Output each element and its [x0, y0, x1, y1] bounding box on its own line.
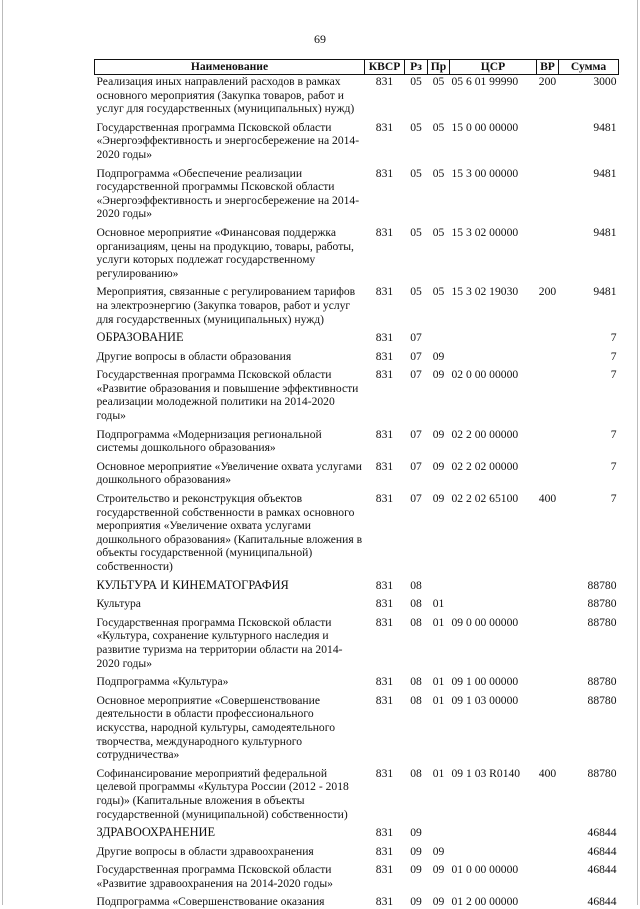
table-row: [95, 162, 619, 221]
cell-kvsr: 831: [365, 221, 405, 280]
cell-sum: 88780: [559, 611, 619, 670]
cell-sum: 7: [559, 455, 619, 487]
cell-vr: [537, 363, 559, 422]
cell-sum: 46844: [559, 890, 619, 909]
table-row: [95, 116, 619, 162]
cell-kvsr: 831: [365, 762, 405, 821]
cell-vr: [537, 858, 559, 890]
cell-name: Другие вопросы в области здравоохранения: [95, 840, 365, 859]
column-header-sum: Сумма: [559, 60, 619, 75]
cell-sum: 3000: [559, 75, 619, 116]
cell-rz: 08: [405, 689, 428, 762]
cell-pr: 09: [428, 455, 450, 487]
cell-csr: 02 0 00 00000: [450, 363, 537, 422]
cell-csr: [450, 574, 537, 593]
cell-csr: 01 2 00 00000: [450, 890, 537, 909]
cell-name: Культура: [95, 592, 365, 611]
table-row: [95, 689, 619, 762]
table-row: [95, 670, 619, 689]
cell-name: Государственная программа Псковской области «Культура, сохранение культурного наследия и развитие туризма на территории области на 2014-2020 годы»: [95, 611, 365, 670]
cell-name: Государственная программа Псковской области «Энергоэффективность и энергосбережение на 2014-2020 годы»: [95, 116, 365, 162]
cell-csr: 15 3 00 00000: [450, 162, 537, 221]
table-section-row: [95, 821, 619, 840]
cell-vr: 200: [537, 280, 559, 326]
cell-rz: 09: [405, 821, 428, 840]
table-row: [95, 455, 619, 487]
cell-vr: 200: [537, 75, 559, 116]
scan-edge-right: [637, 0, 638, 905]
cell-rz: 08: [405, 592, 428, 611]
cell-vr: [537, 840, 559, 859]
cell-vr: [537, 221, 559, 280]
cell-pr: 09: [428, 423, 450, 455]
cell-pr: 09: [428, 890, 450, 909]
cell-rz: 07: [405, 487, 428, 574]
cell-pr: 01: [428, 611, 450, 670]
cell-sum: 88780: [559, 762, 619, 821]
cell-vr: [537, 326, 559, 345]
cell-vr: [537, 670, 559, 689]
cell-kvsr: 831: [365, 574, 405, 593]
cell-vr: 400: [537, 487, 559, 574]
cell-pr: 09: [428, 840, 450, 859]
cell-name: Государственная программа Псковской области «Развитие образования и повышение эффективности реализации молодежной политики на 2014-2020 годы»: [95, 363, 365, 422]
cell-vr: [537, 116, 559, 162]
cell-rz: 07: [405, 345, 428, 364]
cell-name: Государственная программа Псковской области «Развитие здравоохранения на 2014-2020 годы»: [95, 858, 365, 890]
cell-csr: 02 2 02 65100: [450, 487, 537, 574]
cell-csr: [450, 821, 537, 840]
cell-pr: 01: [428, 670, 450, 689]
cell-pr: 05: [428, 75, 450, 116]
page-number: 69: [0, 32, 640, 47]
cell-rz: 09: [405, 858, 428, 890]
table-row: [95, 423, 619, 455]
cell-vr: [537, 162, 559, 221]
cell-vr: [537, 455, 559, 487]
cell-rz: 09: [405, 840, 428, 859]
cell-vr: [537, 574, 559, 593]
cell-rz: 08: [405, 670, 428, 689]
cell-pr: 09: [428, 345, 450, 364]
cell-sum: 7: [559, 487, 619, 574]
cell-sum: 9481: [559, 162, 619, 221]
cell-kvsr: 831: [365, 75, 405, 116]
cell-pr: 09: [428, 363, 450, 422]
cell-kvsr: 831: [365, 423, 405, 455]
cell-name: ЗДРАВООХРАНЕНИЕ: [95, 821, 365, 840]
table-row: [95, 611, 619, 670]
cell-pr: [428, 574, 450, 593]
cell-csr: 09 0 00 00000: [450, 611, 537, 670]
column-header-kvsr: КВСР: [365, 60, 405, 75]
cell-csr: 09 1 00 00000: [450, 670, 537, 689]
cell-vr: [537, 592, 559, 611]
cell-vr: [537, 611, 559, 670]
cell-kvsr: 831: [365, 689, 405, 762]
table-header-row: [95, 60, 619, 75]
cell-rz: 08: [405, 574, 428, 593]
cell-rz: 05: [405, 221, 428, 280]
cell-csr: 02 2 00 00000: [450, 423, 537, 455]
cell-sum: 88780: [559, 574, 619, 593]
cell-csr: 15 3 02 19030: [450, 280, 537, 326]
table-row: [95, 363, 619, 422]
cell-kvsr: 831: [365, 162, 405, 221]
cell-name: Мероприятия, связанные с регулированием тарифов на электроэнергию (Закупка товаров, работ и услуг для государственных (муниципальных) нужд): [95, 280, 365, 326]
cell-sum: 9481: [559, 280, 619, 326]
cell-sum: 88780: [559, 689, 619, 762]
cell-kvsr: 831: [365, 280, 405, 326]
cell-name: Основное мероприятие «Совершенствование деятельности в области профессионального искусства, народной культуры, самодеятельного творчества, международного культурного сотрудничества»: [95, 689, 365, 762]
cell-kvsr: 831: [365, 670, 405, 689]
table-row: [95, 280, 619, 326]
table-row: [95, 345, 619, 364]
scan-edge-left: [2, 0, 3, 905]
cell-name: Строительство и реконструкция объектов государственной собственности в рамках основного мероприятия «Увеличение охвата услугами дошкольного образования» (Капитальные вложения в объекты государственной (муниципальной) собственности): [95, 487, 365, 574]
cell-name: ОБРАЗОВАНИЕ: [95, 326, 365, 345]
cell-csr: [450, 592, 537, 611]
cell-csr: [450, 840, 537, 859]
table-row: [95, 221, 619, 280]
cell-vr: [537, 890, 559, 909]
cell-csr: 15 0 00 00000: [450, 116, 537, 162]
cell-vr: [537, 689, 559, 762]
cell-name: Другие вопросы в области образования: [95, 345, 365, 364]
cell-rz: 07: [405, 423, 428, 455]
cell-rz: 07: [405, 326, 428, 345]
cell-pr: 09: [428, 858, 450, 890]
cell-kvsr: 831: [365, 487, 405, 574]
cell-csr: 09 1 03 00000: [450, 689, 537, 762]
cell-sum: 7: [559, 363, 619, 422]
cell-name: Основное мероприятие «Увеличение охвата услугами дошкольного образования»: [95, 455, 365, 487]
cell-sum: 7: [559, 423, 619, 455]
cell-pr: 01: [428, 762, 450, 821]
column-header-csr: ЦСР: [450, 60, 537, 75]
cell-name: Софинансирование мероприятий федеральной целевой программы «Культура России (2012 - 2018 годы)» (Капитальные вложения в объекты государственной (муниципальной) собственности): [95, 762, 365, 821]
cell-name: Подпрограмма «Совершенствование оказания: [95, 890, 365, 909]
cell-sum: 46844: [559, 858, 619, 890]
cell-kvsr: 831: [365, 326, 405, 345]
cell-sum: 46844: [559, 821, 619, 840]
cell-csr: 05 6 01 99990: [450, 75, 537, 116]
cell-rz: 08: [405, 762, 428, 821]
cell-kvsr: 831: [365, 455, 405, 487]
cell-vr: [537, 345, 559, 364]
cell-kvsr: 831: [365, 858, 405, 890]
cell-rz: 09: [405, 890, 428, 909]
cell-vr: [537, 423, 559, 455]
cell-kvsr: 831: [365, 840, 405, 859]
cell-sum: 88780: [559, 592, 619, 611]
cell-sum: 7: [559, 326, 619, 345]
table-row: [95, 840, 619, 859]
table-row: [95, 75, 619, 116]
cell-csr: 02 2 02 00000: [450, 455, 537, 487]
cell-pr: 05: [428, 280, 450, 326]
cell-pr: 09: [428, 487, 450, 574]
cell-rz: 05: [405, 75, 428, 116]
table-section-row: [95, 574, 619, 593]
cell-sum: 9481: [559, 116, 619, 162]
cell-sum: 9481: [559, 221, 619, 280]
cell-kvsr: 831: [365, 345, 405, 364]
cell-kvsr: 831: [365, 890, 405, 909]
table-row: [95, 890, 619, 909]
table-section-row: [95, 326, 619, 345]
cell-vr: [537, 821, 559, 840]
cell-csr: [450, 326, 537, 345]
cell-pr: [428, 821, 450, 840]
cell-rz: 08: [405, 611, 428, 670]
budget-table: [94, 59, 619, 909]
cell-rz: 05: [405, 116, 428, 162]
table-row: [95, 762, 619, 821]
cell-name: Реализация иных направлений расходов в рамках основного мероприятия (Закупка товаров, работ и услуг для государственных (муниципальных) нужд): [95, 75, 365, 116]
cell-pr: 01: [428, 592, 450, 611]
cell-pr: 01: [428, 689, 450, 762]
cell-pr: 05: [428, 116, 450, 162]
cell-pr: 05: [428, 162, 450, 221]
cell-sum: 46844: [559, 840, 619, 859]
cell-csr: 15 3 02 00000: [450, 221, 537, 280]
cell-rz: 07: [405, 363, 428, 422]
cell-name: Основное мероприятие «Финансовая поддержка организациям, цены на продукцию, товары, работы, услуги которых подлежат государственному регулированию»: [95, 221, 365, 280]
cell-pr: 05: [428, 221, 450, 280]
column-header-rz: Рз: [405, 60, 428, 75]
cell-vr: 400: [537, 762, 559, 821]
cell-name: Подпрограмма «Культура»: [95, 670, 365, 689]
table-row: [95, 487, 619, 574]
cell-pr: [428, 326, 450, 345]
cell-sum: 88780: [559, 670, 619, 689]
column-header-vr: ВР: [537, 60, 559, 75]
cell-name: Подпрограмма «Модернизация региональной системы дошкольного образования»: [95, 423, 365, 455]
cell-name: Подпрограмма «Обеспечение реализации государственной программы Псковской области «Энергоэффективность и энергосбережение на 2014-2020 годы»: [95, 162, 365, 221]
cell-kvsr: 831: [365, 611, 405, 670]
cell-csr: 09 1 03 R0140: [450, 762, 537, 821]
cell-kvsr: 831: [365, 821, 405, 840]
cell-rz: 05: [405, 162, 428, 221]
cell-sum: 7: [559, 345, 619, 364]
table-body: [95, 75, 619, 909]
cell-kvsr: 831: [365, 592, 405, 611]
table-row: [95, 592, 619, 611]
cell-name: КУЛЬТУРА И КИНЕМАТОГРАФИЯ: [95, 574, 365, 593]
column-header-pr: Пр: [428, 60, 450, 75]
cell-rz: 05: [405, 280, 428, 326]
cell-kvsr: 831: [365, 363, 405, 422]
cell-kvsr: 831: [365, 116, 405, 162]
cell-rz: 07: [405, 455, 428, 487]
column-header-name: Наименование: [95, 60, 365, 75]
table-row: [95, 858, 619, 890]
cell-csr: 01 0 00 00000: [450, 858, 537, 890]
cell-csr: [450, 345, 537, 364]
